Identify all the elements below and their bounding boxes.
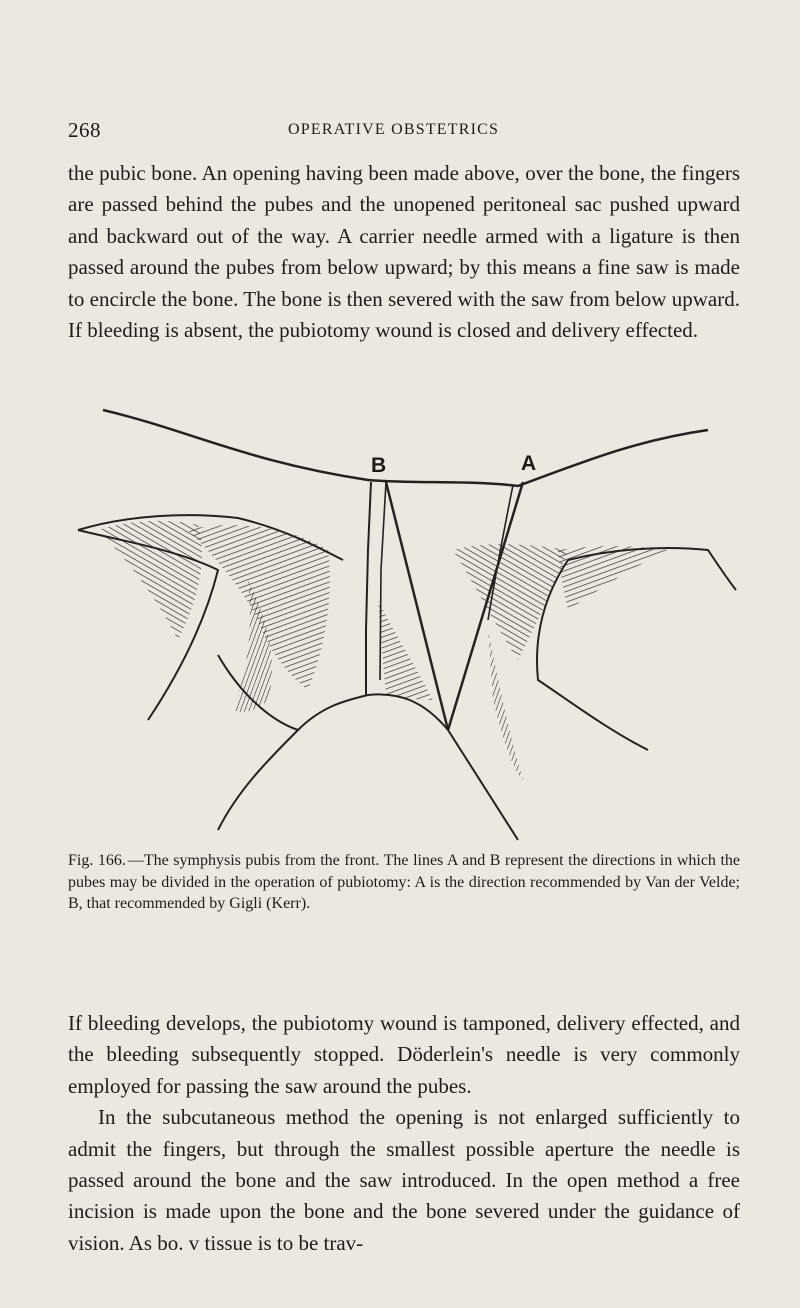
- caption-text: —The symphysis pubis from the front. The lines A and B represent the directions in which the pubes may be divided in the operation of pubiotomy: A is the direction recommended by Van der Velde; B, that recommended by Gigli (Kerr).: [68, 852, 741, 912]
- symphysis-left-edge: [366, 482, 371, 695]
- body-paragraph-2: [68, 1008, 740, 1259]
- running-head: [68, 118, 738, 142]
- inferior-arch-mid: [368, 694, 448, 730]
- figure-label: Fig. 166.: [68, 852, 126, 869]
- label-b: B: [371, 454, 387, 477]
- right-bone-shading: [453, 544, 568, 660]
- middle-shading: [378, 600, 433, 700]
- left-bone-shading-2: [98, 521, 202, 640]
- symphysis-illustration: [68, 400, 740, 850]
- running-title: OPERATIVE OBSTETRICS: [288, 121, 500, 138]
- page-number: 268: [68, 118, 101, 142]
- figure-caption: [68, 850, 740, 915]
- superior-margin-line: [103, 410, 708, 486]
- body-paragraph-1: the pubic bone. An opening having been made above, over the bone, the fingers are passed behind the pubes and the unopened peritoneal sac pushed upward and backward out of the way. A carrier needle armed with a ligature is then passed around the pubes from below upward; by this means a fine saw is made to encircle the bone. The bone is then severed with the saw from below upward. If bleeding is absent, the pubiotomy wound is closed and delivery effected.: [68, 161, 740, 343]
- paragraph-2b: In the subcutaneous method the opening is not enlarged sufficiently to admit the fingers, but through the smallest possible aperture the needle is passed around the bone and the saw introduced. In the open method a free incision is made upon the bone and the bone severed under the guidance of vision. As bo. v tissue is to be trav-: [68, 1105, 740, 1255]
- figure-symphysis-pubis: [68, 400, 740, 850]
- right-bone-shading-2: [558, 546, 668, 610]
- paragraph-2a: If bleeding develops, the pubiotomy wound is tamponed, delivery effected, and the bleeding subsequently stopped. Döderlein's needle is very commonly employed for passing the saw around the pubes.: [68, 1011, 740, 1098]
- label-a: A: [521, 452, 537, 475]
- inferior-arch-left: [298, 695, 368, 730]
